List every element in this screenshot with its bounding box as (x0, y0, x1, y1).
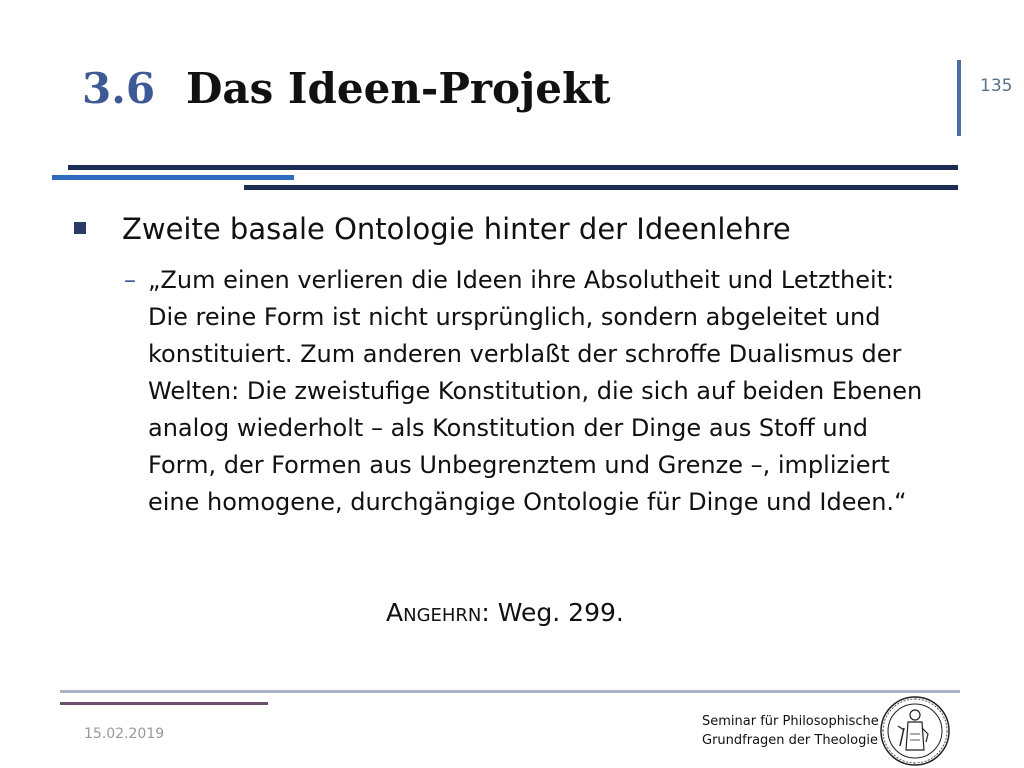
slide-title: Das Ideen-Projekt (186, 64, 611, 113)
header-rule-accent (52, 175, 294, 180)
footer-date: 15.02.2019 (84, 726, 165, 742)
footer-rule-accent (60, 702, 268, 705)
footer-rule (60, 690, 960, 693)
header-rule-bottom (244, 185, 958, 190)
seminar-line-2: Grundfragen der Theologie (702, 733, 878, 748)
page-number: 135 (980, 76, 1013, 96)
university-seal-icon (878, 694, 952, 768)
quote-text: „Zum einen verlieren die Ideen ihre Absolutheit und Letztheit: Die reine Form ist nicht ursprünglich, sondern abgeleitet und konstituiert. Zum anderen verblaßt der schroffe Dualismus der Welten: Die zweistufige Konstitution, die sich auf beiden Ebenen analog wiederholt – als Konstitution der Dinge aus Stoff und Form, der Formen aus Unbegrenztem und Grenze –, impliziert eine homogene, durchgängige Ontologie für Dinge und Ideen.“ (148, 266, 923, 516)
citation-author: Angehrn (386, 598, 482, 627)
bullet-text: Zweite basale Ontologie hinter der Ideenlehre (122, 212, 791, 246)
sub-bullet-dash: – (124, 266, 136, 294)
section-number: 3.6 (82, 64, 156, 113)
citation (386, 598, 624, 627)
header-rule-top (68, 165, 958, 170)
bullet-square-icon (74, 222, 86, 234)
title-divider (957, 60, 961, 136)
footer-seminar (702, 712, 879, 750)
citation-reference: : Weg. 299. (481, 598, 624, 627)
seminar-line-1: Seminar für Philosophische (702, 714, 879, 729)
